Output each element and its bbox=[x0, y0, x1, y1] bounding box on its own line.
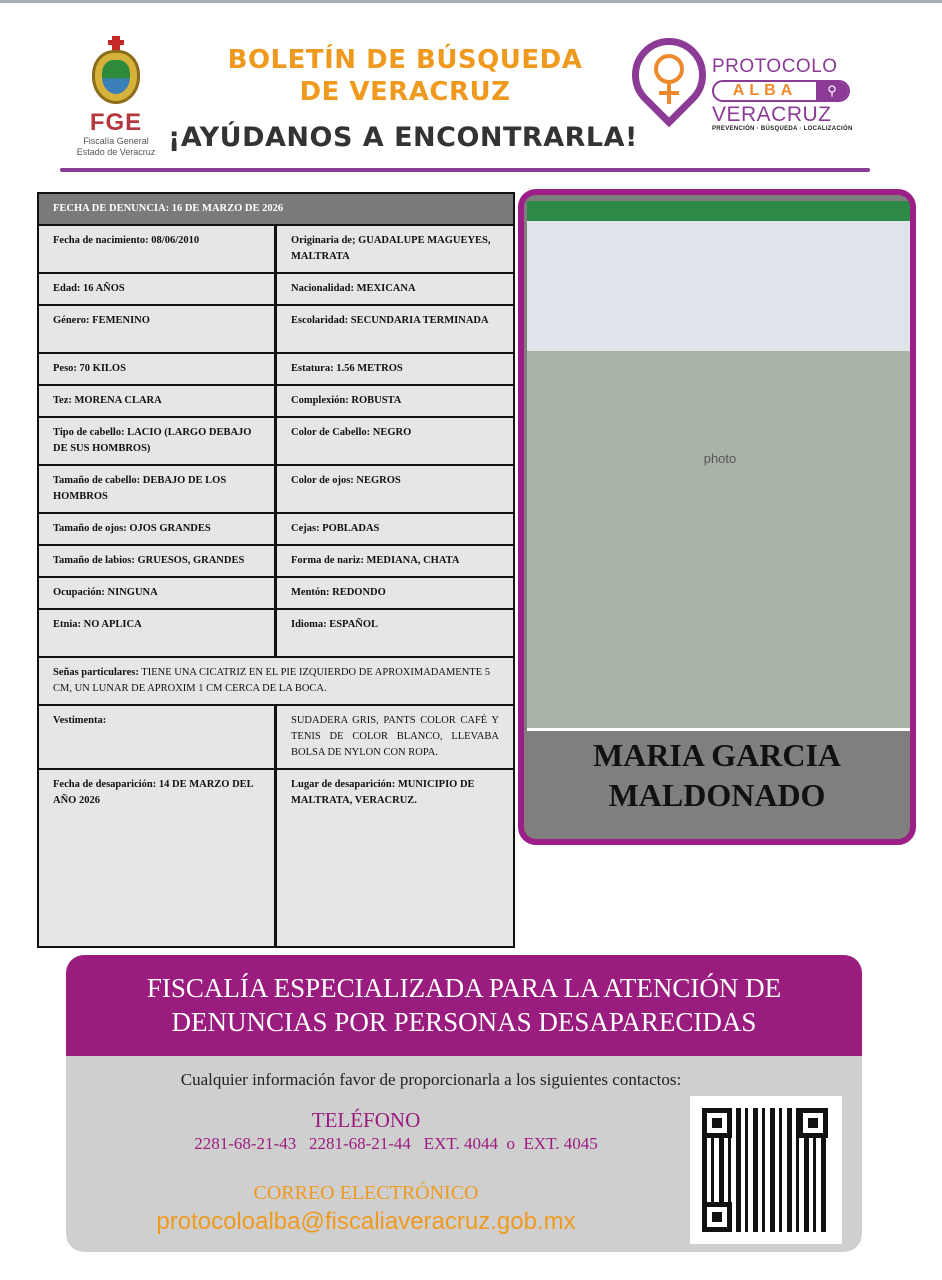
agency-line2: DENUNCIAS POR PERSONAS DESAPARECIDAS bbox=[171, 1007, 757, 1037]
email-title: CORREO ELECTRÓNICO bbox=[253, 1182, 479, 1204]
hair-length: Tamaño de cabello: DEBAJO DE LOS HOMBROS bbox=[39, 466, 277, 512]
table-row bbox=[39, 546, 513, 578]
photo-placeholder-label: photo bbox=[703, 451, 737, 466]
table-row bbox=[39, 418, 513, 466]
person-name-line2: MALDONADO bbox=[608, 777, 826, 813]
disappearance-date: Fecha de desaparición: 14 DE MARZO DEL AÑO 2026 bbox=[39, 770, 277, 946]
origin: Originaria de; GUADALUPE MAGUEYES, MALTRATA bbox=[291, 235, 491, 262]
table-row bbox=[39, 610, 513, 658]
ethnicity: Etnia: NO APLICA bbox=[39, 610, 277, 656]
table-row bbox=[39, 226, 513, 274]
table-row bbox=[39, 274, 513, 306]
qr-code[interactable] bbox=[690, 1096, 842, 1244]
gender: Género: FEMENINO bbox=[39, 306, 277, 352]
agency-banner bbox=[66, 955, 862, 1056]
report-date-header: FECHA DE DENUNCIA: 16 DE MARZO DE 2026 bbox=[39, 194, 513, 226]
bulletin-title bbox=[180, 44, 630, 108]
person-name bbox=[524, 735, 910, 815]
person-photo-card bbox=[518, 189, 916, 845]
nationality: Nacionalidad: MEXICANA bbox=[291, 283, 416, 294]
language: Idioma: ESPAÑOL bbox=[291, 619, 379, 630]
email-address[interactable]: protocoloalba@fiscaliaveracruz.gob.mx bbox=[156, 1208, 576, 1235]
table-row bbox=[39, 658, 513, 706]
hair-color: Color de Cabello: NEGRO bbox=[291, 427, 412, 438]
distinguishing-marks-label: Señas particulares: bbox=[53, 667, 139, 678]
alba-text: ALBA bbox=[732, 82, 798, 99]
top-border-strip bbox=[0, 0, 942, 3]
chin: Mentón: REDONDO bbox=[291, 587, 386, 598]
description-table bbox=[37, 192, 515, 948]
alba-tagline: PREVENCIÓN · BÚSQUEDA · LOCALIZACIÓN bbox=[712, 126, 853, 132]
female-symbol-icon bbox=[647, 54, 691, 114]
fge-logo bbox=[66, 36, 166, 158]
person-photo bbox=[527, 201, 913, 731]
alba-protocolo-text: PROTOCOLO bbox=[712, 56, 838, 77]
disappearance-place: Lugar de desaparición: MUNICIPIO DE MALTRATA, VERACRUZ. bbox=[291, 779, 475, 806]
hair-type: Tipo de cabello: LACIO (LARGO DEBAJO DE SUS HOMBROS) bbox=[39, 418, 277, 464]
agency-line1: FISCALÍA ESPECIALIZADA PARA LA ATENCIÓN DE bbox=[146, 973, 782, 1003]
distinguishing-marks bbox=[39, 658, 513, 704]
clothing-value: SUDADERA GRIS, PANTS COLOR CAFÉ Y TENIS DE COLOR BLANCO, LLEVABA BOLSA DE NYLON CON ROPA. bbox=[291, 715, 499, 758]
nose-shape: Forma de nariz: MEDIANA, CHATA bbox=[291, 555, 460, 566]
eye-color: Color de ojos: NEGROS bbox=[291, 475, 401, 486]
birth-date: Fecha de nacimiento: 08/06/2010 bbox=[39, 226, 277, 272]
education: Escolaridad: SECUNDARIA TERMINADA bbox=[291, 315, 489, 326]
veracruz-coat-of-arms-icon bbox=[88, 36, 144, 106]
table-row bbox=[39, 306, 513, 354]
lip-size: Tamaño de labios: GRUESOS, GRANDES bbox=[39, 546, 277, 576]
table-row bbox=[39, 578, 513, 610]
eye-size: Tamaño de ojos: OJOS GRANDES bbox=[39, 514, 277, 544]
fge-name-line1: Fiscalía General bbox=[83, 136, 149, 146]
search-icon: ⚲ bbox=[816, 82, 848, 100]
table-row bbox=[39, 466, 513, 514]
height: Estatura: 1.56 METROS bbox=[291, 363, 403, 374]
age: Edad: 16 AÑOS bbox=[39, 274, 277, 304]
table-row bbox=[39, 514, 513, 546]
title-line-2: DE VERACRUZ bbox=[299, 77, 511, 107]
table-row bbox=[39, 354, 513, 386]
weight: Peso: 70 KILOS bbox=[39, 354, 277, 384]
occupation: Ocupación: NINGUNA bbox=[39, 578, 277, 608]
title-line-1: BOLETÍN DE BÚSQUEDA bbox=[227, 45, 583, 75]
table-row bbox=[39, 386, 513, 418]
fge-name-line2: Estado de Veracruz bbox=[76, 147, 156, 157]
table-row bbox=[39, 770, 513, 946]
complexion-tone: Tez: MORENA CLARA bbox=[39, 386, 277, 416]
protocolo-alba-logo bbox=[630, 36, 860, 146]
distinguishing-marks-value: TIENE UNA CICATRIZ EN EL PIE IZQUIERDO DE APROXIMADAMENTE 5 CM, UN LUNAR DE APROXIM 1 CM CERCA DE LA BOCA. bbox=[53, 667, 491, 694]
header-divider bbox=[60, 168, 870, 172]
table-row bbox=[39, 706, 513, 770]
clothing-label: Vestimenta: bbox=[39, 706, 277, 768]
alba-search-pill bbox=[712, 80, 850, 102]
contact-intro: Cualquier información favor de proporcionarla a los siguientes contactos: bbox=[180, 1070, 682, 1089]
contact-panel bbox=[66, 1056, 862, 1252]
fge-initials: FGE bbox=[89, 109, 143, 136]
person-name-line1: MARIA GARCIA bbox=[593, 737, 841, 773]
phone-numbers: 2281-68-21-43 2281-68-21-44 EXT. 4044 o EXT. 4045 bbox=[194, 1134, 598, 1153]
qr-code-icon bbox=[702, 1108, 828, 1232]
build: Complexión: ROBUSTA bbox=[291, 395, 402, 406]
eyebrows: Cejas: POBLADAS bbox=[291, 523, 380, 534]
bulletin-subtitle: ¡AYÚDANOS A ENCONTRARLA! bbox=[168, 122, 638, 153]
phone-title: TELÉFONO bbox=[311, 1108, 421, 1132]
alba-veracruz-text: VERACRUZ bbox=[712, 103, 832, 126]
